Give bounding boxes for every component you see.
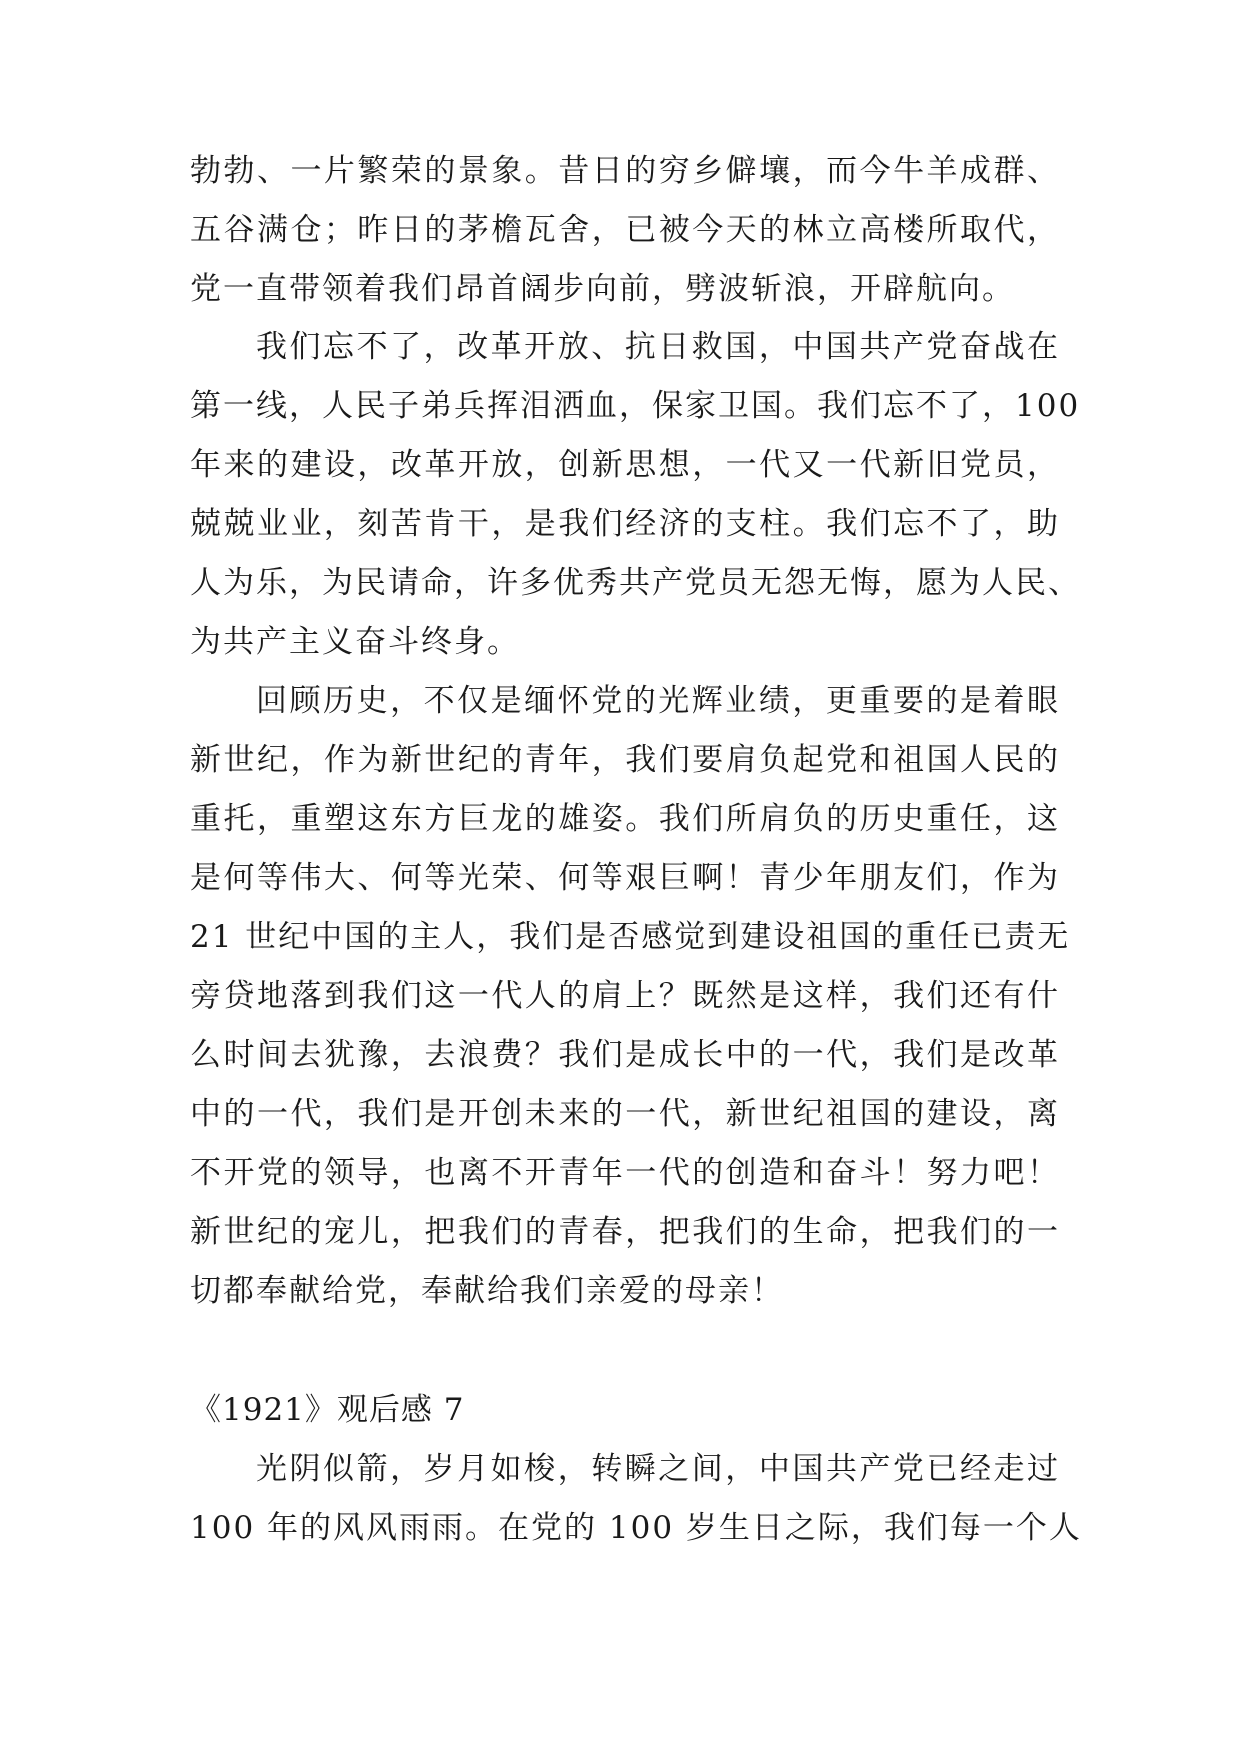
paragraph-line: 回顾历史，不仅是缅怀党的光辉业绩，更重要的是着眼 bbox=[256, 683, 1060, 719]
paragraph-line: 光阴似箭，岁月如梭，转瞬之间，中国共产党已经走过 bbox=[256, 1451, 1060, 1487]
paragraph-2 bbox=[190, 318, 1081, 672]
paragraph-line: 新世纪，作为新世纪的青年，我们要肩负起党和祖国人民的 bbox=[190, 742, 1060, 778]
paragraph-line: 我们忘不了，改革开放、抗日救国，中国共产党奋战在 bbox=[256, 329, 1060, 365]
paragraph-3 bbox=[190, 672, 1071, 1321]
paragraph-line: 21 世纪中国的主人，我们是否感觉到建设祖国的重任已责无 bbox=[190, 919, 1071, 955]
paragraph-line: 五谷满仓；昨日的茅檐瓦舍，已被今天的林立高楼所取代， bbox=[190, 212, 1060, 248]
paragraph-line: 第一线，人民子弟兵挥泪洒血，保家卫国。我们忘不了，100 bbox=[190, 388, 1081, 424]
paragraph-1 bbox=[190, 142, 1060, 319]
paragraph-line: 党一直带领着我们昂首阔步向前，劈波斩浪，开辟航向。 bbox=[190, 271, 1015, 307]
paragraph-line: 不开党的领导，也离不开青年一代的创造和奋斗！努力吧！ bbox=[190, 1155, 1060, 1191]
paragraph-line: 中的一代，我们是开创未来的一代，新世纪祖国的建设，离 bbox=[190, 1096, 1060, 1132]
section-heading: 《1921》观后感 7 bbox=[190, 1392, 465, 1428]
paragraph-line: 新世纪的宠儿，把我们的青春，把我们的生命，把我们的一 bbox=[190, 1214, 1060, 1250]
paragraph-line: 兢兢业业，刻苦肯干，是我们经济的支柱。我们忘不了，助 bbox=[190, 506, 1060, 542]
paragraph-line: 是何等伟大、何等光荣、何等艰巨啊！青少年朋友们，作为 bbox=[190, 860, 1060, 896]
paragraph-line: 重托，重塑这东方巨龙的雄姿。我们所肩负的历史重任，这 bbox=[190, 801, 1060, 837]
paragraph-line: 年来的建设，改革开放，创新思想，一代又一代新旧党员， bbox=[190, 447, 1060, 483]
paragraph-line: 切都奉献给党，奉献给我们亲爱的母亲！ bbox=[190, 1273, 784, 1309]
paragraph-line: 么时间去犹豫，去浪费？我们是成长中的一代，我们是改革 bbox=[190, 1037, 1060, 1073]
paragraph-line: 旁贷地落到我们这一代人的肩上？既然是这样，我们还有什 bbox=[190, 978, 1060, 1014]
paragraph-line: 勃勃、一片繁荣的景象。昔日的穷乡僻壤，而今牛羊成群、 bbox=[190, 153, 1060, 189]
paragraph-line: 100 年的风风雨雨。在党的 100 岁生日之际，我们每一个人 bbox=[190, 1510, 1082, 1546]
paragraph-line: 为共产主义奋斗终身。 bbox=[190, 624, 520, 660]
paragraph-line: 人为乐，为民请命，许多优秀共产党员无怨无悔，愿为人民、 bbox=[190, 565, 1081, 601]
paragraph-4 bbox=[190, 1440, 1082, 1558]
